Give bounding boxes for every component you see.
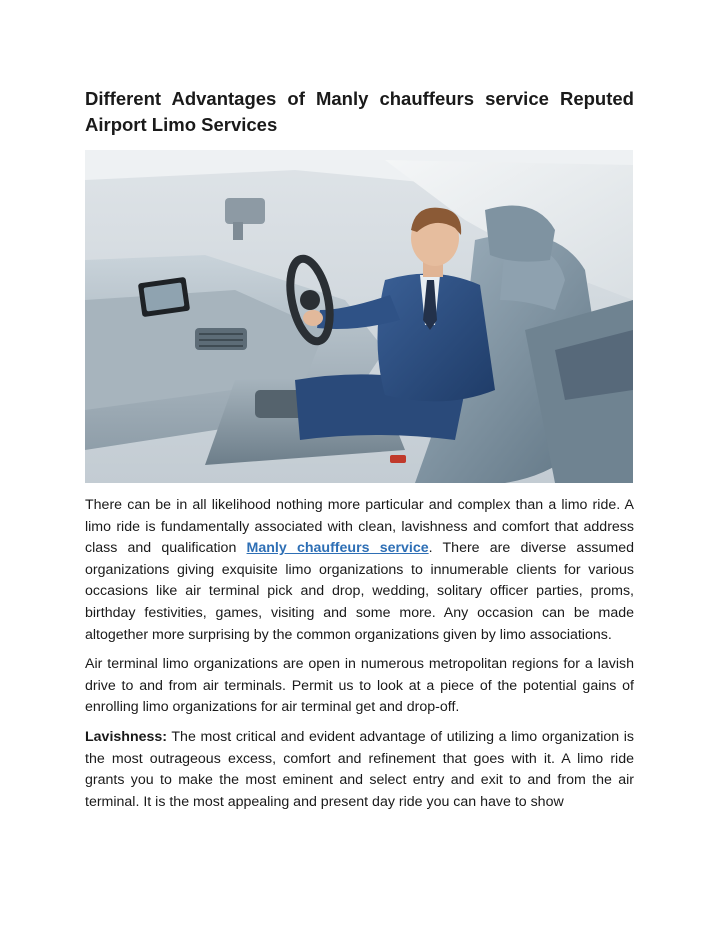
paragraph-intro-text-1: There can be in all likelihood nothing more particular and complex than a limo ride. A limo ride is fundamentally associated with clean, lavishness and comfort that address class and qualification <box>85 497 634 557</box>
lavishness-heading: Lavishness: <box>85 728 168 745</box>
paragraph-intro <box>85 495 634 646</box>
manly-chauffeurs-link[interactable]: Manly chauffeurs service <box>246 540 429 557</box>
paragraph-lavishness <box>85 727 634 813</box>
paragraph-airport: Air terminal limo organizations are open in numerous metropolitan regions for a lavish drive to and from air terminals. Permit us to look at a piece of the potential gains of enrolling limo organizations for air terminal get and drop-off. <box>85 656 634 716</box>
document-title: Different Advantages of Manly chauffeurs service Reputed Airport Limo Services <box>85 88 634 135</box>
chauffeur-photo <box>85 150 633 483</box>
paragraph-intro-text-2: . There are diverse assumed organizations giving exquisite limo organizations to innumerable clients for various occasions like air terminal pick and drop, wedding, solitary officer parties, proms, birthday festivities, games, visiting and some more. Any occasion can be made altogether more surprising by the common organizations given by limo associations. <box>85 540 635 643</box>
article-body <box>85 495 634 821</box>
lavishness-text: The most critical and evident advantage of utilizing a limo organization is the most outrageous excess, comfort and refinement that goes with it. A limo ride grants you to make the most eminent and select entry and exit to and from the air terminal. It is the most appealing and present day ride you can have to show <box>85 728 634 810</box>
